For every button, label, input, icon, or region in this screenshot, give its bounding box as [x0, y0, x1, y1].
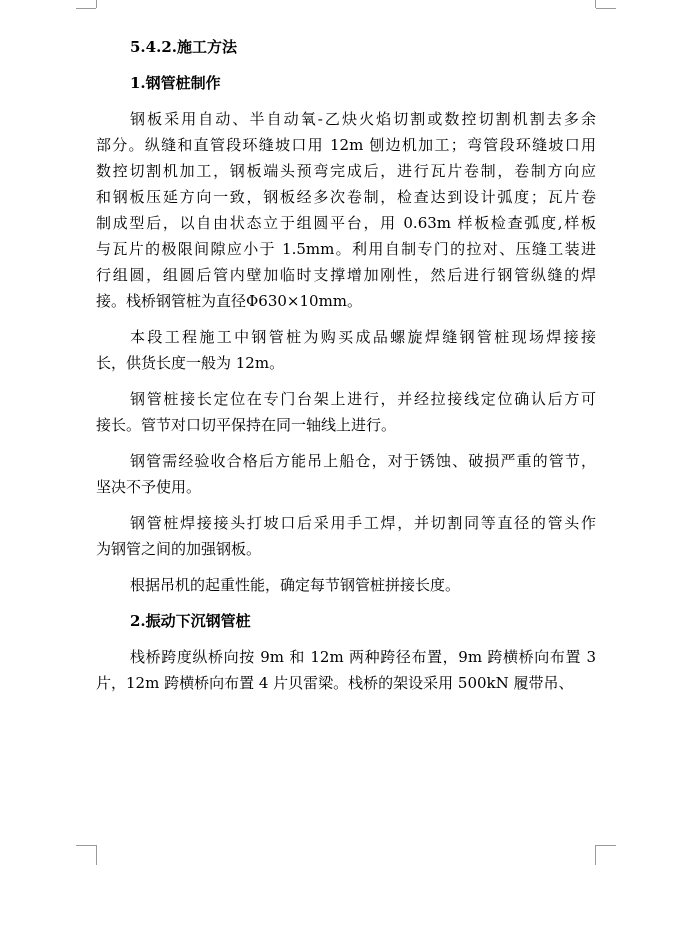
crop-mark-top-right-h — [596, 8, 616, 9]
paragraph-line: 本段工程施工中钢管桩为购买成品螺旋焊缝钢管桩现场焊接接 — [130, 328, 596, 346]
paragraph — [96, 106, 596, 314]
crop-mark-bottom-right-v — [595, 845, 596, 865]
subheading-vibratory-sinking: 2.振动下沉钢管桩 — [130, 612, 251, 630]
crop-mark-top-left-v — [96, 0, 97, 8]
paragraph-line: 钢板采用自动、半自动氧-乙炔火焰切割或数控切割机割去多余 — [130, 110, 596, 128]
crop-mark-top-left-h — [76, 8, 96, 9]
paragraph-line: 部分。纵缝和直管段环缝坡口用 12m 刨边机加工；弯管段环缝坡口用 — [96, 136, 596, 154]
paragraph-line: 行组圆，组圆后管内壁加临时支撑增加刚性，然后进行钢管纵缝的焊 — [96, 266, 596, 284]
paragraph-group-fabrication — [96, 106, 596, 598]
section-heading: 5.4.2.施工方法 — [130, 38, 237, 56]
paragraph — [96, 448, 596, 500]
paragraph — [96, 644, 596, 696]
paragraph-group-sinking — [96, 644, 596, 696]
crop-mark-bottom-left-h — [76, 845, 96, 846]
paragraph-line: 接。栈桥钢管桩为直径Φ630×10mm。 — [96, 292, 363, 310]
paragraph-line: 制成型后，以自由状态立于组圆平台，用 0.63m 样板检查弧度,样板 — [96, 214, 596, 232]
paragraph-line: 钢管需经验收合格后方能吊上船仓，对于锈蚀、破损严重的管节， — [130, 452, 596, 470]
paragraph-line: 钢管桩接长定位在专门台架上进行，并经拉接线定位确认后方可 — [130, 390, 596, 408]
paragraph — [96, 386, 596, 438]
paragraph-line: 栈桥跨度纵桥向按 9m 和 12m 两种跨径布置，9m 跨横桥向布置 3 — [130, 648, 596, 666]
paragraph-line: 为钢管之间的加强钢板。 — [96, 540, 262, 558]
crop-mark-top-right-v — [595, 0, 596, 8]
paragraph-line: 钢管桩焊接接头打坡口后采用手工焊，并切割同等直径的管头作 — [130, 514, 596, 532]
paragraph — [96, 324, 596, 376]
paragraph — [96, 572, 596, 598]
subheading-steel-pile-fabrication: 1.钢管桩制作 — [130, 74, 221, 92]
paragraph-line: 接长。管节对口切平保持在同一轴线上进行。 — [96, 416, 397, 434]
paragraph-line: 片，12m 跨横桥向布置 4 片贝雷梁。栈桥的架设采用 500kN 履带吊、 — [96, 674, 574, 692]
crop-mark-bottom-right-h — [596, 845, 616, 846]
crop-mark-bottom-left-v — [96, 845, 97, 865]
document-body — [96, 34, 596, 706]
paragraph-line: 坚决不予使用。 — [96, 478, 202, 496]
paragraph-line: 长，供货长度一般为 12m。 — [96, 354, 285, 372]
paragraph-line: 与瓦片的极限间隙应小于 1.5mm。利用自制专门的拉对、压缝工装进 — [96, 240, 596, 258]
paragraph-line: 和钢板压延方向一致，钢板经多次卷制，检查达到设计弧度；瓦片卷 — [96, 188, 596, 206]
paragraph-line: 根据吊机的起重性能，确定每节钢管桩拼接长度。 — [130, 576, 461, 594]
paragraph-line: 数控切割机加工，钢板端头预弯完成后，进行瓦片卷制，卷制方向应 — [96, 162, 596, 180]
paragraph — [96, 510, 596, 562]
